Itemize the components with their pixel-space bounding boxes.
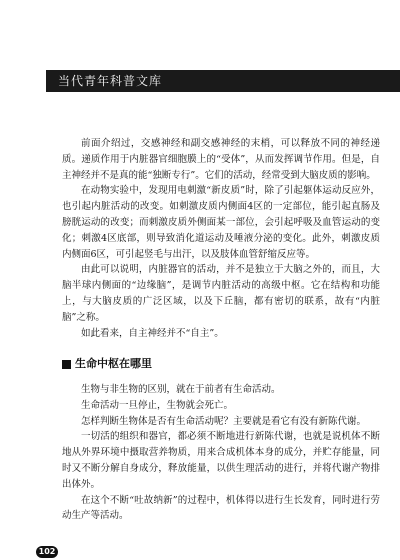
- section-title: 生命中枢在哪里: [75, 357, 152, 370]
- series-title: 当代青年科普文库: [58, 74, 163, 88]
- section-heading: [62, 355, 380, 373]
- paragraph: 在动物实验中，发现用电刺激“新皮质”时，除了引起躯体运动反应外，也引起内脏活动的改变。如刺激皮质内侧面4区的一定部位，能引起直肠及膀胱运动的改变；而刺激皮质外侧面某一部位，会引起呼吸及血管运动的变化；刺激4区底部，则导致消化道运动及唾液分泌的变化。此外，刺激皮质内侧面6区，可引起竖毛与出汗，以及肢体血管舒缩反应等。: [62, 185, 380, 260]
- page-number-badge: [36, 546, 58, 558]
- paragraph: 怎样判断生物体是否有生命活动呢？主要就是看它有没有新陈代谢。: [81, 415, 367, 427]
- square-bullet-icon: [62, 360, 71, 369]
- paragraph: 由此可以说明，内脏器官的活动，并不是独立于大脑之外的，而且，大脑半球内侧面的“边缘脑”，是调节内脏活动的高级中枢。它在结构和功能上，与大脑皮质的广泛区域，以及下丘脑，都有密切的联系，故有“内脏脑”之称。: [62, 264, 380, 323]
- section-body: [62, 382, 380, 524]
- article-body: [62, 136, 380, 341]
- page-number: 102: [38, 547, 56, 556]
- paragraph: 如此看来，自主神经并不“自主”。: [81, 327, 224, 339]
- paragraph: 前面介绍过，交感神经和副交感神经的末梢，可以释放不同的神经递质。递质作用于内脏器官细胞膜上的“受体”，从而发挥调节作用。但是，自主神经并不是真的能“独断专行”。它们的活动，经常受到大脑皮质的影响。: [62, 138, 380, 181]
- paragraph: 在这个不断“吐故纳新”的过程中，机体得以进行生长发育，同时进行劳动生产等活动。: [62, 494, 380, 522]
- paragraph: 生命活动一旦停止，生物就会死亡。: [81, 399, 234, 411]
- paragraph: 生物与非生物的区别，就在于前者有生命活动。: [81, 384, 281, 395]
- paragraph: 一切活的组织和器官，都必须不断地进行新陈代谢，也就是说机体不断地从外界环境中摄取营养物质，用来合成机体本身的成分，并贮存能量，同时又不断分解自身成分，释放能量，以供生理活动的进行，并将代谢产物排出体外。: [62, 431, 380, 490]
- series-banner: [46, 70, 400, 92]
